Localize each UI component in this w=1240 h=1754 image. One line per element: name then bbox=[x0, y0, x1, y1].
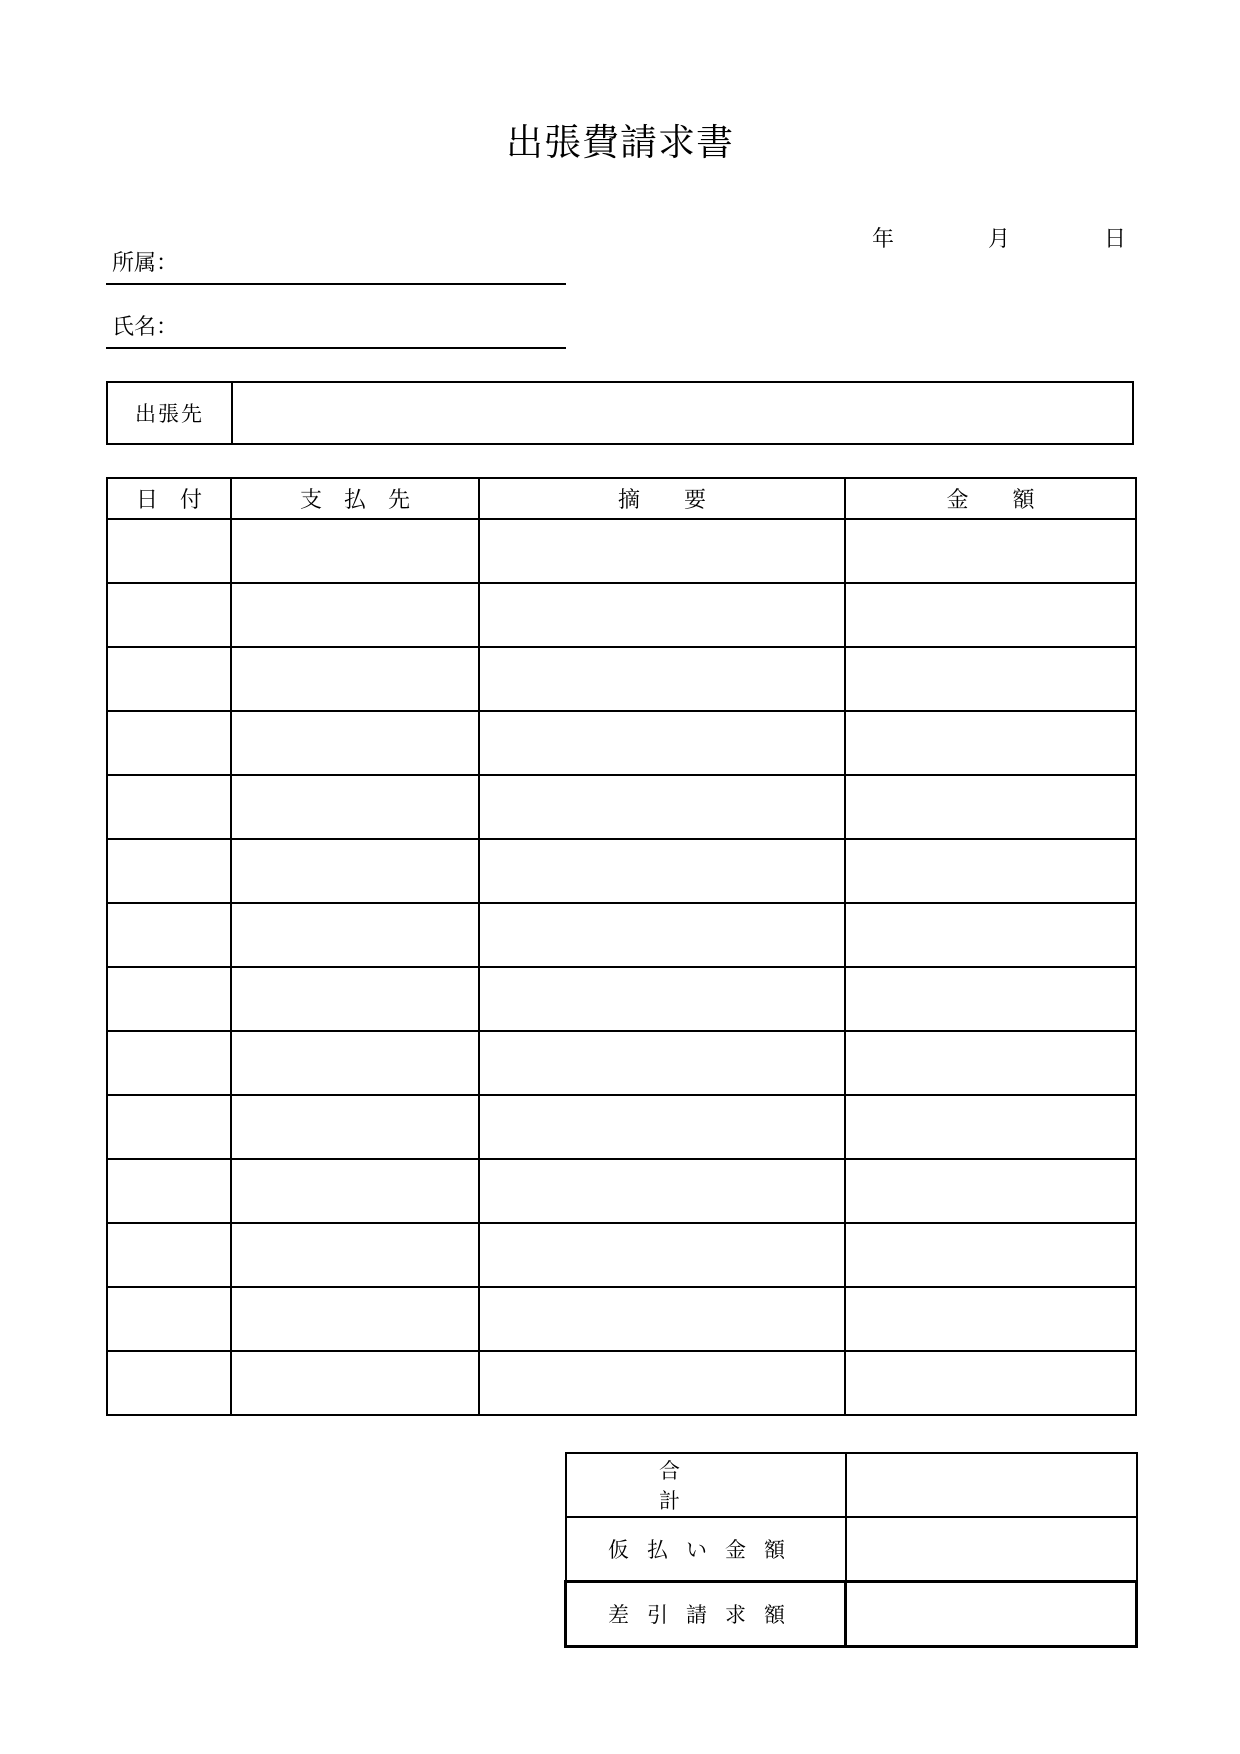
advance-payment-cell[interactable] bbox=[846, 1517, 1137, 1582]
date-cell[interactable] bbox=[107, 1031, 231, 1095]
amount-cell[interactable] bbox=[845, 711, 1136, 775]
balance-claim-label: 差引請求額 bbox=[566, 1582, 846, 1647]
expense-table bbox=[106, 477, 1137, 1416]
description-cell[interactable] bbox=[479, 583, 845, 647]
date-cell[interactable] bbox=[107, 1351, 231, 1415]
header-payee: 支 払 先 bbox=[231, 478, 479, 519]
date-cell[interactable] bbox=[107, 1223, 231, 1287]
amount-cell[interactable] bbox=[845, 1159, 1136, 1223]
payee-cell[interactable] bbox=[231, 1351, 479, 1415]
date-cell[interactable] bbox=[107, 775, 231, 839]
table-row bbox=[107, 1159, 1136, 1223]
amount-cell[interactable] bbox=[845, 1351, 1136, 1415]
affiliation-field[interactable] bbox=[106, 249, 566, 285]
description-cell[interactable] bbox=[479, 711, 845, 775]
amount-cell[interactable] bbox=[845, 1223, 1136, 1287]
name-label: 氏名： bbox=[112, 315, 179, 340]
table-row bbox=[107, 1031, 1136, 1095]
payee-cell[interactable] bbox=[231, 711, 479, 775]
table-row bbox=[107, 519, 1136, 583]
date-day-label: 日 bbox=[1104, 227, 1127, 252]
description-cell[interactable] bbox=[479, 1031, 845, 1095]
payee-cell[interactable] bbox=[231, 647, 479, 711]
amount-cell[interactable] bbox=[845, 775, 1136, 839]
date-year-label: 年 bbox=[872, 227, 895, 252]
table-row bbox=[107, 775, 1136, 839]
payee-cell[interactable] bbox=[231, 1223, 479, 1287]
header-date: 日 付 bbox=[107, 478, 231, 519]
date-cell[interactable] bbox=[107, 711, 231, 775]
description-cell[interactable] bbox=[479, 519, 845, 583]
description-cell[interactable] bbox=[479, 1095, 845, 1159]
destination-input[interactable] bbox=[233, 383, 1132, 443]
payee-cell[interactable] bbox=[231, 1159, 479, 1223]
date-cell[interactable] bbox=[107, 903, 231, 967]
amount-cell[interactable] bbox=[845, 903, 1136, 967]
payee-cell[interactable] bbox=[231, 839, 479, 903]
date-cell[interactable] bbox=[107, 519, 231, 583]
description-cell[interactable] bbox=[479, 775, 845, 839]
date-cell[interactable] bbox=[107, 647, 231, 711]
name-field[interactable] bbox=[106, 313, 566, 349]
table-row bbox=[107, 1351, 1136, 1415]
amount-cell[interactable] bbox=[845, 1095, 1136, 1159]
document-title: 出張費請求書 bbox=[506, 121, 734, 164]
amount-cell[interactable] bbox=[845, 519, 1136, 583]
payee-cell[interactable] bbox=[231, 775, 479, 839]
description-cell[interactable] bbox=[479, 1159, 845, 1223]
amount-cell[interactable] bbox=[845, 1287, 1136, 1351]
description-cell[interactable] bbox=[479, 839, 845, 903]
payee-cell[interactable] bbox=[231, 967, 479, 1031]
payee-cell[interactable] bbox=[231, 519, 479, 583]
date-cell[interactable] bbox=[107, 967, 231, 1031]
table-row bbox=[107, 967, 1136, 1031]
description-cell[interactable] bbox=[479, 647, 845, 711]
table-row bbox=[107, 647, 1136, 711]
payee-cell[interactable] bbox=[231, 903, 479, 967]
table-row bbox=[107, 1223, 1136, 1287]
advance-payment-label: 仮払い金額 bbox=[566, 1517, 846, 1582]
payee-cell[interactable] bbox=[231, 1031, 479, 1095]
payee-cell[interactable] bbox=[231, 583, 479, 647]
date-cell[interactable] bbox=[107, 839, 231, 903]
description-cell[interactable] bbox=[479, 1287, 845, 1351]
destination-label: 出張先 bbox=[108, 383, 233, 443]
table-row bbox=[107, 1095, 1136, 1159]
amount-cell[interactable] bbox=[845, 839, 1136, 903]
date-cell[interactable] bbox=[107, 1095, 231, 1159]
summary-table bbox=[564, 1452, 1138, 1648]
table-row bbox=[107, 839, 1136, 903]
description-cell[interactable] bbox=[479, 903, 845, 967]
affiliation-label: 所属： bbox=[112, 251, 179, 276]
amount-cell[interactable] bbox=[845, 1031, 1136, 1095]
total-label: 合 計 bbox=[566, 1453, 846, 1517]
amount-cell[interactable] bbox=[845, 967, 1136, 1031]
table-row bbox=[107, 583, 1136, 647]
date-cell[interactable] bbox=[107, 583, 231, 647]
payee-cell[interactable] bbox=[231, 1287, 479, 1351]
header-description: 摘 要 bbox=[479, 478, 845, 519]
balance-claim-cell[interactable] bbox=[846, 1582, 1137, 1647]
amount-cell[interactable] bbox=[845, 583, 1136, 647]
description-cell[interactable] bbox=[479, 1223, 845, 1287]
date-cell[interactable] bbox=[107, 1159, 231, 1223]
date-cell[interactable] bbox=[107, 1287, 231, 1351]
table-row bbox=[107, 1287, 1136, 1351]
table-row bbox=[107, 711, 1136, 775]
description-cell[interactable] bbox=[479, 967, 845, 1031]
amount-cell[interactable] bbox=[845, 647, 1136, 711]
description-cell[interactable] bbox=[479, 1351, 845, 1415]
table-row bbox=[107, 903, 1136, 967]
destination-box bbox=[106, 381, 1134, 445]
header-amount: 金 額 bbox=[845, 478, 1136, 519]
payee-cell[interactable] bbox=[231, 1095, 479, 1159]
date-month-label: 月 bbox=[988, 227, 1011, 252]
